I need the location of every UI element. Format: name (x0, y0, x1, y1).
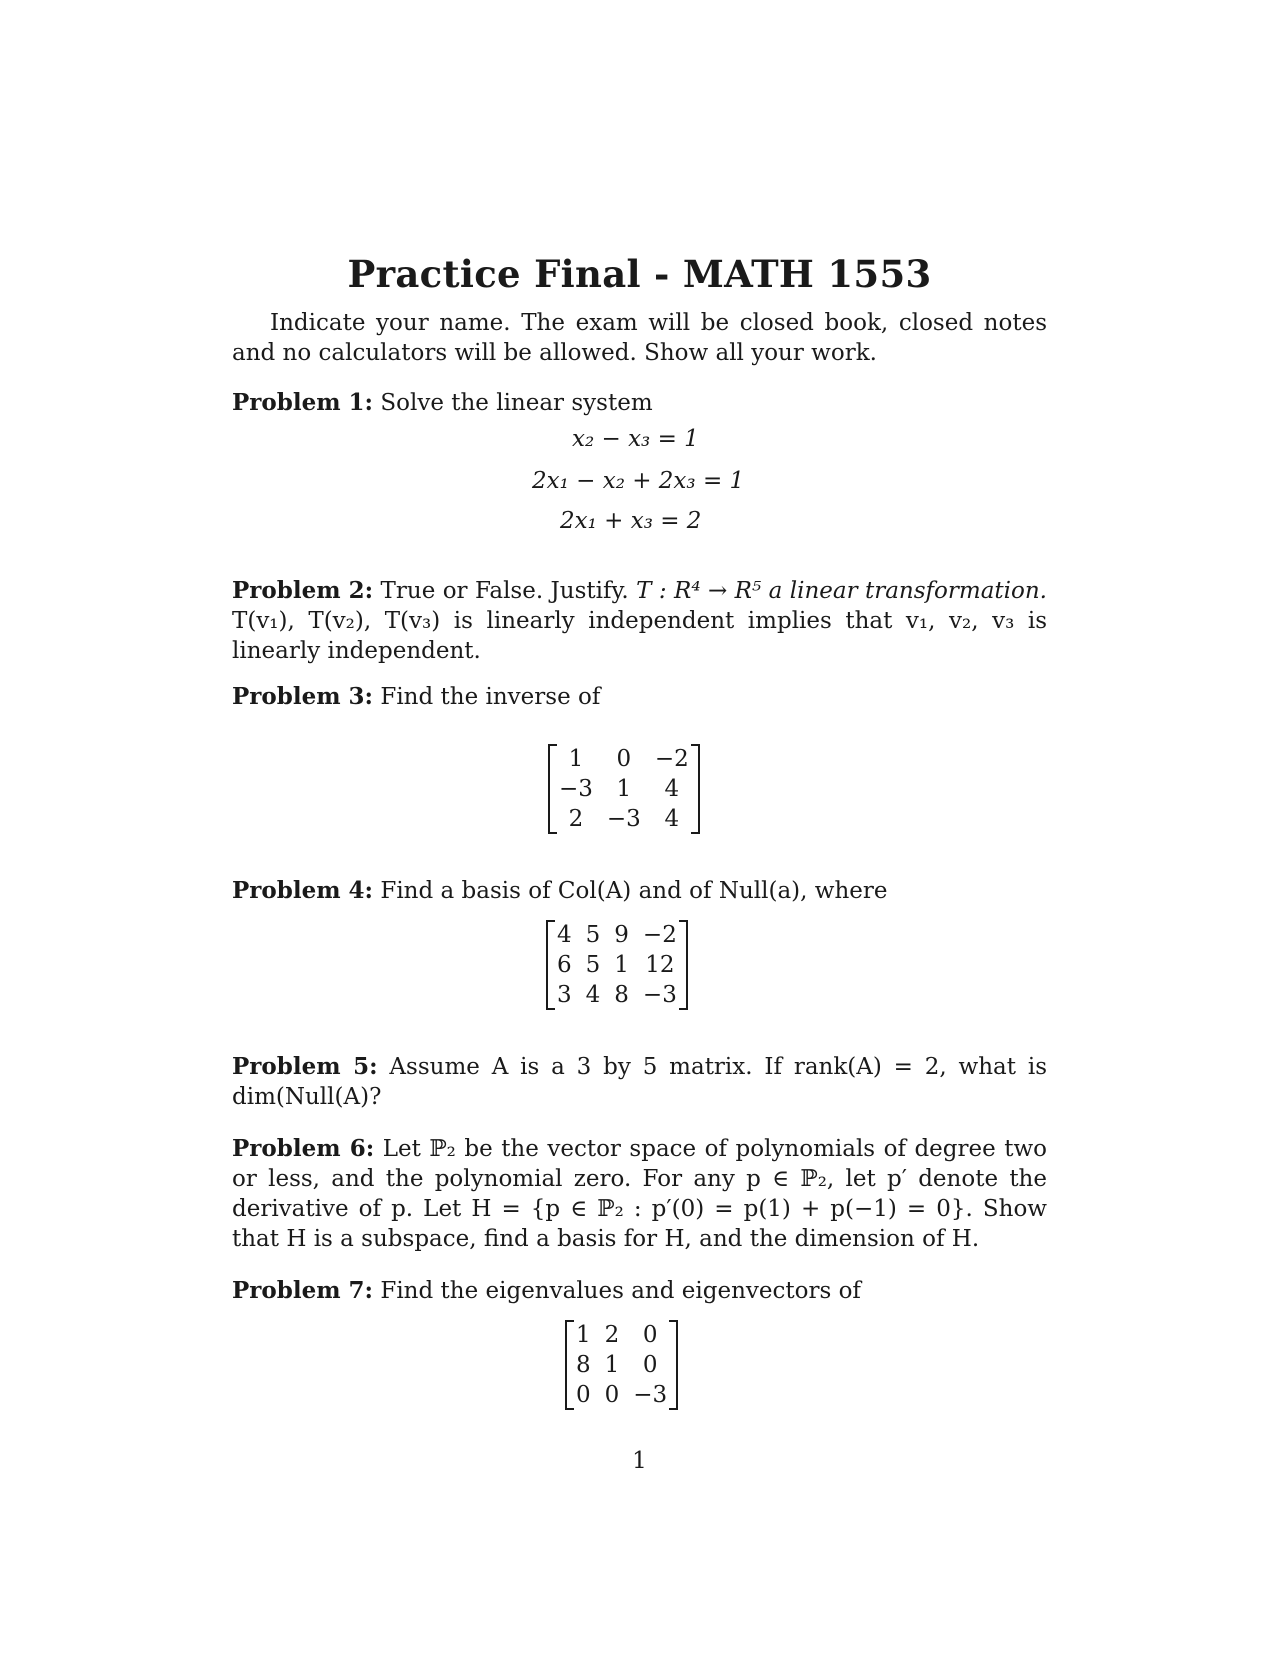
problem-6-label: Problem 6: (232, 1135, 375, 1162)
equation-3: 2x₁ + x₃ = 2 (560, 508, 702, 534)
right-bracket (691, 744, 700, 834)
matrix-entry: 12 (645, 952, 675, 978)
matrix-entry: 9 (614, 922, 629, 948)
transformation-statement: T : R⁴ → R⁵ a linear transformation. (636, 578, 1047, 604)
page-number: 1 (632, 1448, 647, 1474)
problem-3 (232, 682, 1047, 712)
problem-6 (232, 1134, 1047, 1254)
right-bracket (669, 1320, 678, 1410)
matrix-entry: 4 (585, 982, 601, 1008)
equation-2: 2x₁ − x₂ + 2x₃ = 1 (532, 468, 745, 494)
matrix-entry: −3 (606, 806, 641, 832)
left-bracket (565, 1320, 574, 1410)
matrix-entry: 1 (568, 746, 584, 772)
matrix-entry: 1 (604, 1352, 620, 1378)
problem-5-text: Assume A is a 3 by 5 matrix. If rank(A) = 2, what is dim(Null(A)? (232, 1054, 1048, 1110)
problem-3-text: Find the inverse of (380, 684, 601, 710)
matrix-entry: 0 (604, 1382, 620, 1408)
matrix-entry: 0 (616, 746, 632, 772)
problem-5-label: Problem 5: (232, 1053, 378, 1080)
problem-3-label: Problem 3: (232, 683, 374, 710)
matrix-entry: 4 (557, 922, 572, 948)
matrix-entry: 1 (576, 1322, 591, 1348)
matrix-entry: 4 (664, 806, 680, 832)
intro-paragraph: Indicate your name. The exam will be closed book, closed notes and no calculators will be allowed. Show all your work. (232, 310, 1047, 366)
matrix-problem-7 (569, 1320, 674, 1410)
matrix-entry: −2 (654, 746, 689, 772)
matrix-entry: −3 (633, 1382, 668, 1408)
matrix-entry: 2 (568, 806, 584, 832)
problem-2-label: Problem 2: (232, 577, 374, 604)
matrix-entry: 1 (616, 776, 632, 802)
matrix-entry: 5 (585, 952, 601, 978)
matrix-entry: 8 (576, 1352, 591, 1378)
problem-2-text: T(v₁), T(v₂), T(v₃) is linearly independent implies that v₁, v₂, v₃ is linearly independent. (232, 608, 1047, 664)
left-bracket (548, 744, 557, 834)
matrix-entry: 3 (557, 982, 572, 1008)
problem-7 (232, 1276, 1047, 1306)
right-bracket (679, 920, 688, 1010)
problem-4 (232, 876, 1047, 906)
problem-5 (232, 1052, 1047, 1112)
problem-1-label: Problem 1: (232, 389, 374, 416)
page-title: Practice Final - MATH 1553 (347, 252, 932, 296)
matrix-entry: −3 (559, 776, 593, 802)
problem-7-text: Find the eigenvalues and eigenvectors of (380, 1278, 861, 1304)
equation-1: x₂ − x₃ = 1 (572, 426, 699, 452)
matrix-entry: 5 (585, 922, 601, 948)
problem-2: Problem 2: True or False. Justify. T : R⁴ → R⁵ a linear transformation. T(v₁), T(v₂), T(v₃) is linearly independent implies that v₁, v₂, v₃ is linearly independent. (232, 577, 1047, 664)
matrix-entry: 2 (604, 1322, 620, 1348)
problem-4-text: Find a basis of Col(A) and of Null(a), where (380, 878, 888, 904)
problem-1 (232, 388, 1047, 418)
matrix-entry: 4 (664, 776, 680, 802)
problem-1-text: Solve the linear system (380, 390, 653, 416)
problem-7-label: Problem 7: (232, 1277, 374, 1304)
matrix-entry: −2 (642, 922, 677, 948)
matrix-entry: 1 (614, 952, 629, 978)
matrix-entry: 0 (642, 1352, 658, 1378)
matrix-entry: 8 (614, 982, 629, 1008)
matrix-entry: 0 (576, 1382, 591, 1408)
problem-4-label: Problem 4: (232, 877, 374, 904)
matrix-entry: 6 (557, 952, 572, 978)
matrix-entry: 0 (642, 1322, 658, 1348)
left-bracket (546, 920, 555, 1010)
matrix-entry: −3 (642, 982, 677, 1008)
problem-6-text: Let ℙ₂ be the vector space of polynomials of degree two or less, and the polynomial zero. For any p ∈ ℙ₂, let p′ denote the derivative of p. Let H = {p ∈ ℙ₂ : p′(0) = p(1) + p(−1) = 0}. Show that H is a subspace, find a basis for H, and the dimension of H. (232, 1136, 1048, 1252)
matrix-problem-4 (550, 920, 684, 1010)
matrix-problem-3 (552, 744, 696, 834)
